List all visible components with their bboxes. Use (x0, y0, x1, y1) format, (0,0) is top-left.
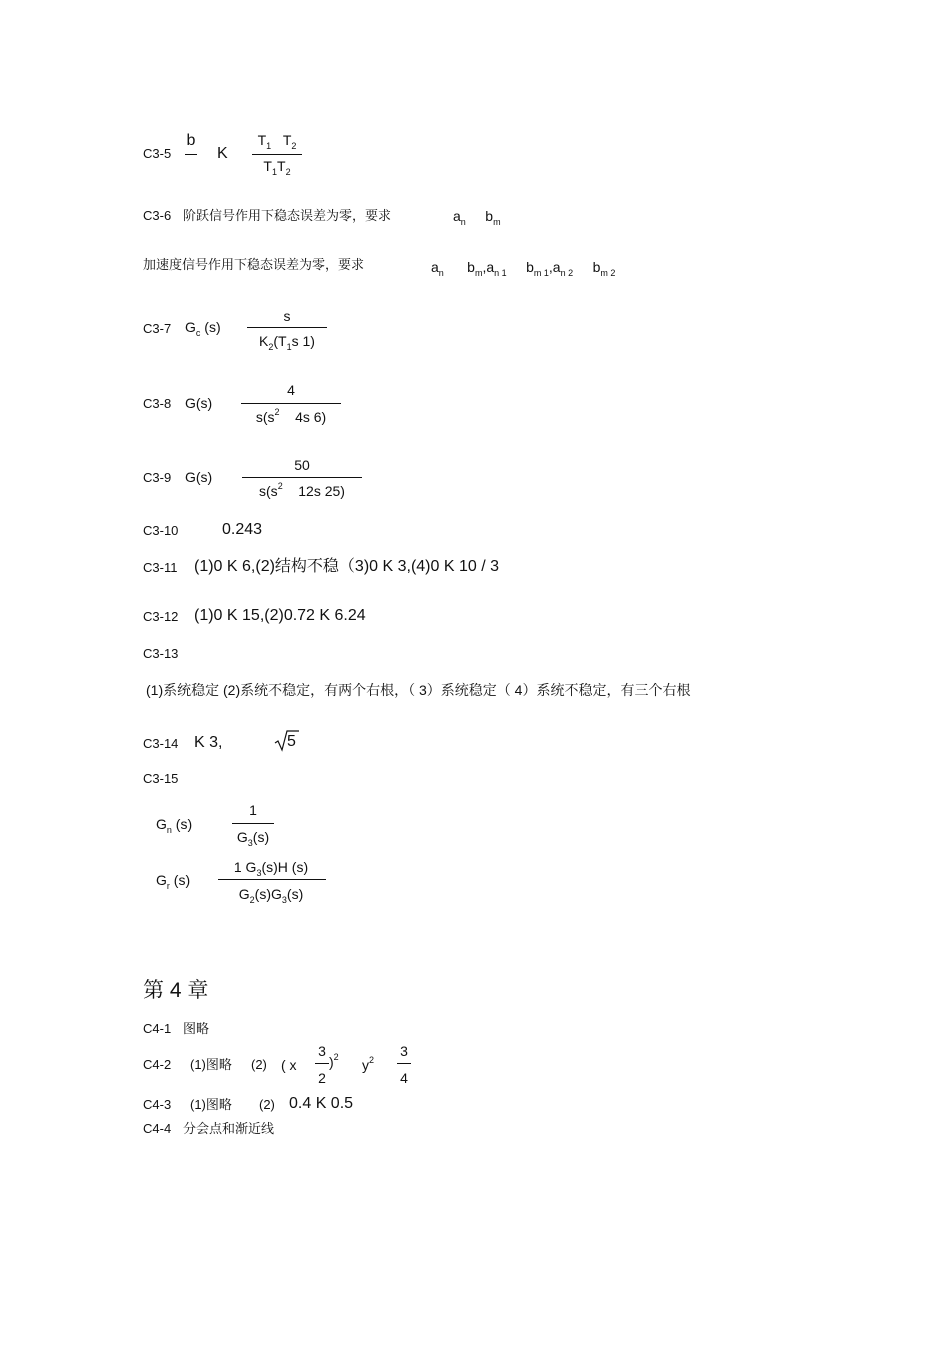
fraction-bar (185, 154, 197, 155)
c3-15-gr-lhs: $G_r$ (s) (156, 872, 191, 891)
chapter-heading: 第 4 章 (143, 979, 209, 1002)
c3-8-num: 4 (287, 382, 295, 398)
c3-8-fraction (239, 383, 343, 427)
c4-2-label: C4-2 (143, 1057, 172, 1072)
c3-5-frac-t-den: $T_1T_2$ (263, 158, 291, 177)
c3-6-text-accel: 加速度信号作用下稳态误差为零，要求 (143, 257, 365, 272)
c3-15-gn-fraction (228, 803, 278, 849)
c3-14-sqrt-value: 5 (287, 733, 296, 750)
c3-15-gn-num: 1 (249, 802, 257, 818)
fraction-bar (218, 879, 326, 880)
c3-15-label: C3-15 (143, 771, 179, 786)
c4-2-text1: (1)图略 (190, 1057, 232, 1072)
c3-11-label: C3-11 (143, 560, 178, 575)
fraction-bar (247, 327, 327, 328)
c3-12-text: (1)0 K 15,(2)0.72 K 6.24 (194, 607, 366, 624)
c3-15-gn-den: $G_3(s)$ (236, 829, 270, 848)
c3-14-text: K 3, (194, 734, 223, 751)
c3-9-lhs: G(s) (185, 469, 213, 485)
c3-5-fraction-t (250, 133, 304, 177)
c4-2-paren: ( x (281, 1057, 297, 1073)
c4-3-text2: (2) (259, 1097, 275, 1112)
c4-1-text: 图略 (183, 1021, 210, 1036)
c3-8-den: $s(s^2$ 4s 6) (255, 407, 327, 425)
c3-9-label: C3-9 (143, 470, 172, 485)
c3-5-fraction-b (184, 133, 198, 173)
c4-4-label: C4-4 (143, 1121, 172, 1136)
fraction-bar (232, 823, 274, 824)
c3-6-expr-step: $a_n$ $b_m$ (453, 208, 501, 227)
c3-5-frac-b-num: b (186, 132, 196, 149)
c3-9-den: $s(s^2$ 12s 25) (259, 481, 345, 499)
c3-7-lhs: $G_c$ (s) (185, 319, 221, 338)
c3-5-frac-t-num: $T_1$ $T_2$ (257, 132, 297, 151)
fraction-bar (252, 154, 302, 155)
c4-3-label: C4-3 (143, 1097, 172, 1112)
c3-9-num: 50 (294, 457, 310, 473)
fraction-bar (315, 1063, 329, 1064)
c4-2-f1-den: 2 (318, 1070, 326, 1086)
c3-6-label: C3-6 (143, 208, 172, 223)
c3-8-lhs: G(s) (185, 395, 213, 411)
c4-2-fraction-2 (395, 1044, 413, 1090)
c4-2-f1-num: 3 (318, 1043, 326, 1059)
c3-15-gn-lhs: $G_n$ (s) (156, 816, 193, 835)
c3-9-fraction (240, 458, 364, 502)
c4-2-close: )$^2$ (329, 1052, 339, 1070)
c4-1-label: C4-1 (143, 1021, 172, 1036)
c3-6-text-step: 阶跃信号作用下稳态误差为零，要求 (183, 208, 392, 223)
c3-10-label: C3-10 (143, 523, 179, 538)
c3-13-label: C3-13 (143, 646, 179, 661)
c4-3-text1: (1)图略 (190, 1097, 232, 1112)
c3-13-text: (1)系统稳定 (2)系统不稳定，有两个右根，（ 3）系统稳定（ 4）系统不稳定，有三个右根 (146, 682, 691, 698)
c3-10-value: 0.243 (222, 521, 263, 538)
c4-2-f2-den: 4 (400, 1070, 408, 1086)
c3-8-label: C3-8 (143, 396, 172, 411)
c3-7-fraction (245, 309, 329, 353)
c3-5-label: C3-5 (143, 146, 172, 161)
c3-7-label: C3-7 (143, 321, 172, 336)
c3-11-text: (1)0 K 6,(2)结构不稳（3)0 K 3,(4)0 K 10 / 3 (194, 558, 499, 575)
c4-2-f2-num: 3 (400, 1043, 408, 1059)
fraction-bar (397, 1063, 411, 1064)
c3-5-k: K (217, 145, 228, 162)
c3-7-den: $K_2(T_1s$ 1) (259, 333, 315, 352)
fraction-bar (242, 477, 362, 478)
c3-15-gr-num: 1 $G_3(s)H$ (s) (233, 859, 309, 878)
c3-15-gr-fraction (214, 860, 328, 906)
c4-4-text: 分会点和渐近线 (183, 1121, 275, 1136)
c4-2-text2: (2) (251, 1057, 267, 1072)
c3-15-gr-den: $G_2(s)G_3(s)$ (238, 886, 304, 905)
c4-3-expr: 0.4 K 0.5 (289, 1095, 354, 1112)
c3-14-label: C3-14 (143, 736, 179, 751)
c3-7-num: s (283, 308, 291, 324)
c4-2-y: $y^2$ (362, 1055, 375, 1073)
c3-6-expr-accel: $a_n$ $b_m,a_{n 1}$ $b_{m 1},a_{n 2}$ $b_{m 2}$ (431, 259, 616, 278)
c3-12-label: C3-12 (143, 609, 179, 624)
fraction-bar (241, 403, 341, 404)
